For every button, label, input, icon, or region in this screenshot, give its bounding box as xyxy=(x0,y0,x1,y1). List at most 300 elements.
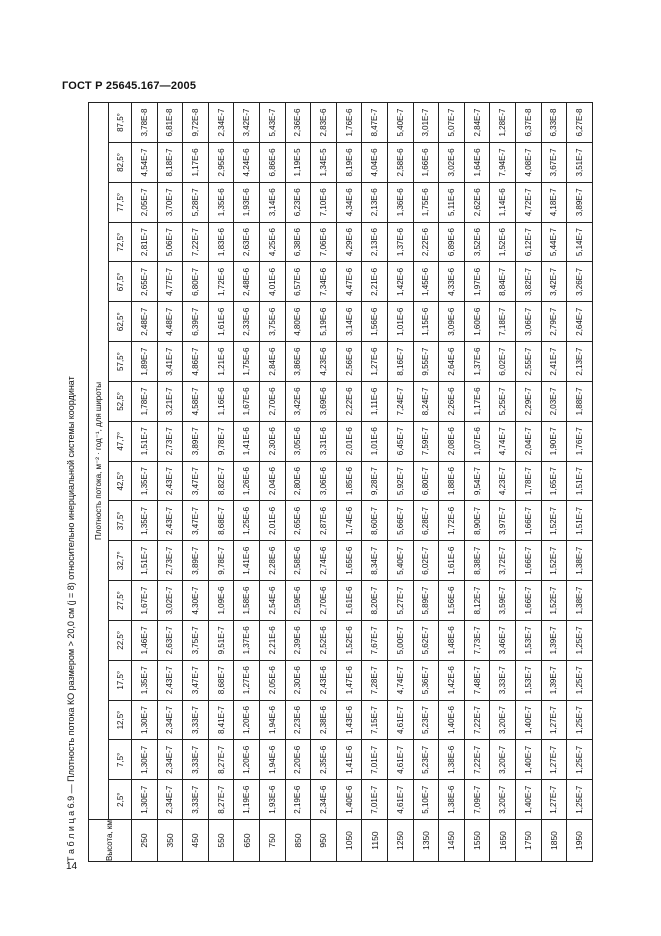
altitude-cell: 850 xyxy=(285,820,311,862)
flux-value-cell: 3,31E-6 xyxy=(311,421,337,461)
flux-value-cell: 7,09E-7 xyxy=(464,780,490,820)
flux-value-cell: 3,33E-7 xyxy=(183,700,209,740)
flux-value-cell: 3,42E-6 xyxy=(285,381,311,421)
flux-value-cell: 1,28E-7 xyxy=(490,103,516,143)
table-row xyxy=(132,103,158,862)
flux-value-cell: 7,10E-6 xyxy=(311,182,337,222)
flux-value-cell: 8,27E-7 xyxy=(208,740,234,780)
flux-value-cell: 3,02E-6 xyxy=(439,143,465,183)
table-row xyxy=(490,103,516,862)
flux-value-cell: 2,95E-6 xyxy=(208,143,234,183)
flux-value-cell: 1,38E-6 xyxy=(439,780,465,820)
flux-value-cell: 2,87E-6 xyxy=(311,501,337,541)
flux-value-cell: 1,39E-7 xyxy=(541,660,567,700)
flux-value-cell: 2,13E-6 xyxy=(362,182,388,222)
flux-value-cell: 7,34E-6 xyxy=(311,262,337,302)
latitude-header-cell: 27,5° xyxy=(109,581,132,621)
flux-value-cell: 4,47E-6 xyxy=(336,262,362,302)
flux-value-cell: 3,46E-7 xyxy=(490,620,516,660)
flux-value-cell: 2,34E-7 xyxy=(208,103,234,143)
flux-value-cell: 3,59E-7 xyxy=(490,581,516,621)
flux-value-cell: 6,12E-7 xyxy=(515,222,541,262)
flux-value-cell: 4,23E-6 xyxy=(311,342,337,382)
flux-value-cell: 1,75E-6 xyxy=(413,182,439,222)
flux-value-cell: 1,41E-6 xyxy=(234,421,260,461)
flux-value-cell: 1,37E-6 xyxy=(464,342,490,382)
flux-value-cell: 2,35E-6 xyxy=(311,740,337,780)
flux-value-cell: 2,41E-7 xyxy=(541,342,567,382)
flux-value-cell: 3,14E-6 xyxy=(336,302,362,342)
flux-value-cell: 7,01E-7 xyxy=(362,780,388,820)
flux-value-cell: 6,39E-7 xyxy=(183,302,209,342)
flux-value-cell: 3,72E-7 xyxy=(490,541,516,581)
altitude-cell: 1650 xyxy=(490,820,516,862)
flux-value-cell: 8,34E-7 xyxy=(362,541,388,581)
flux-value-cell: 4,80E-6 xyxy=(285,302,311,342)
flux-value-cell: 1,19E-6 xyxy=(234,780,260,820)
flux-value-cell: 3,26E-7 xyxy=(567,262,593,302)
flux-value-cell: 1,61E-6 xyxy=(208,302,234,342)
flux-value-cell: 1,89E-7 xyxy=(132,342,158,382)
flux-value-cell: 2,70E-6 xyxy=(311,581,337,621)
flux-value-cell: 6,45E-7 xyxy=(387,421,413,461)
flux-value-cell: 2,04E-6 xyxy=(259,461,285,501)
flux-value-cell: 1,43E-6 xyxy=(336,700,362,740)
flux-value-cell: 2,34E-6 xyxy=(311,780,337,820)
flux-value-cell: 1,56E-6 xyxy=(362,302,388,342)
flux-value-cell: 5,23E-7 xyxy=(413,700,439,740)
flux-value-cell: 1,35E-7 xyxy=(132,501,158,541)
flux-value-cell: 1,52E-6 xyxy=(490,222,516,262)
table-row xyxy=(362,103,388,862)
table-row xyxy=(208,103,234,862)
latitude-header-cell: 82,5° xyxy=(109,143,132,183)
flux-value-cell: 2,65E-7 xyxy=(132,262,158,302)
flux-value-cell: 1,66E-7 xyxy=(515,581,541,621)
flux-value-cell: 4,61E-7 xyxy=(387,700,413,740)
flux-value-cell: 4,48E-7 xyxy=(157,302,183,342)
flux-value-cell: 1,48E-6 xyxy=(439,620,465,660)
flux-value-cell: 1,75E-6 xyxy=(234,342,260,382)
altitude-cell: 1250 xyxy=(387,820,413,862)
latitude-header-row xyxy=(109,103,132,862)
flux-value-cell: 1,35E-7 xyxy=(132,660,158,700)
flux-value-cell: 7,24E-7 xyxy=(387,381,413,421)
altitude-cell: 1550 xyxy=(464,820,490,862)
flux-value-cell: 7,22E-7 xyxy=(464,740,490,780)
flux-value-cell: 1,78E-7 xyxy=(515,461,541,501)
flux-value-cell: 9,78E-7 xyxy=(208,421,234,461)
flux-value-cell: 1,97E-6 xyxy=(464,262,490,302)
flux-value-cell: 1,41E-6 xyxy=(234,541,260,581)
flux-density-header: Плотность потока, м⁻² · год⁻¹, для широты xyxy=(89,103,109,820)
flux-value-cell: 8,24E-7 xyxy=(413,381,439,421)
flux-value-cell: 5,62E-7 xyxy=(413,620,439,660)
flux-value-cell: 1,52E-7 xyxy=(541,581,567,621)
flux-value-cell: 1,37E-6 xyxy=(234,620,260,660)
flux-value-cell: 1,47E-6 xyxy=(336,660,362,700)
flux-value-cell: 1,67E-6 xyxy=(234,381,260,421)
flux-value-cell: 1,61E-6 xyxy=(439,541,465,581)
flux-value-cell: 1,74E-6 xyxy=(336,501,362,541)
flux-value-cell: 3,06E-6 xyxy=(311,461,337,501)
flux-value-cell: 5,14E-7 xyxy=(567,222,593,262)
flux-value-cell: 5,66E-7 xyxy=(387,501,413,541)
table-row xyxy=(387,103,413,862)
flux-value-cell: 1,88E-7 xyxy=(567,381,593,421)
table-row xyxy=(234,103,260,862)
flux-value-cell: 9,54E-7 xyxy=(464,461,490,501)
latitude-header-cell: 42,5° xyxy=(109,461,132,501)
flux-value-cell: 1,25E-7 xyxy=(567,780,593,820)
flux-value-cell: 9,51E-7 xyxy=(208,620,234,660)
flux-value-cell: 4,61E-7 xyxy=(387,740,413,780)
flux-value-cell: 1,17E-6 xyxy=(464,381,490,421)
flux-value-cell: 1,76E-7 xyxy=(567,421,593,461)
flux-value-cell: 1,27E-6 xyxy=(234,660,260,700)
flux-value-cell: 8,18E-7 xyxy=(157,143,183,183)
flux-value-cell: 3,82E-7 xyxy=(515,262,541,302)
flux-value-cell: 1,36E-6 xyxy=(387,182,413,222)
altitude-cell: 250 xyxy=(132,820,158,862)
flux-value-cell: 5,23E-7 xyxy=(413,740,439,780)
flux-value-cell: 2,59E-6 xyxy=(285,581,311,621)
flux-value-cell: 4,74E-7 xyxy=(387,660,413,700)
flux-value-cell: 1,25E-7 xyxy=(567,700,593,740)
flux-value-cell: 5,10E-7 xyxy=(413,780,439,820)
flux-value-cell: 2,22E-6 xyxy=(336,381,362,421)
flux-value-cell: 3,75E-7 xyxy=(183,620,209,660)
flux-value-cell: 1,21E-6 xyxy=(208,342,234,382)
flux-value-cell: 2,04E-7 xyxy=(515,421,541,461)
flux-value-cell: 1,20E-6 xyxy=(234,700,260,740)
flux-value-cell: 6,02E-7 xyxy=(413,541,439,581)
flux-value-cell: 1,52E-7 xyxy=(541,501,567,541)
flux-value-cell: 1,16E-6 xyxy=(208,381,234,421)
flux-value-cell: 2,73E-7 xyxy=(157,421,183,461)
flux-value-cell: 2,43E-7 xyxy=(157,660,183,700)
flux-value-cell: 1,35E-7 xyxy=(132,461,158,501)
flux-value-cell: 4,33E-6 xyxy=(439,262,465,302)
flux-value-cell: 1,15E-6 xyxy=(413,302,439,342)
flux-value-cell: 2,34E-7 xyxy=(157,780,183,820)
flux-value-cell: 7,48E-7 xyxy=(464,660,490,700)
table-row xyxy=(567,103,593,862)
flux-value-cell: 1,61E-6 xyxy=(336,581,362,621)
flux-value-cell: 7,67E-7 xyxy=(362,620,388,660)
flux-value-cell: 1,72E-6 xyxy=(208,262,234,302)
flux-value-cell: 1,40E-6 xyxy=(439,700,465,740)
flux-value-cell: 1,76E-6 xyxy=(336,103,362,143)
flux-value-cell: 5,19E-6 xyxy=(311,302,337,342)
flux-value-cell: 4,25E-6 xyxy=(259,222,285,262)
flux-value-cell: 1,67E-7 xyxy=(132,581,158,621)
flux-value-cell: 1,07E-6 xyxy=(464,421,490,461)
flux-value-cell: 2,63E-6 xyxy=(234,222,260,262)
flux-value-cell: 2,26E-6 xyxy=(439,381,465,421)
table-container xyxy=(88,102,593,862)
flux-value-cell: 1,30E-7 xyxy=(132,740,158,780)
flux-value-cell: 1,40E-7 xyxy=(515,780,541,820)
flux-value-cell: 2,30E-6 xyxy=(259,421,285,461)
flux-value-cell: 7,06E-6 xyxy=(311,222,337,262)
altitude-cell: 1850 xyxy=(541,820,567,862)
flux-density-table xyxy=(88,102,593,862)
flux-value-cell: 1,78E-7 xyxy=(132,381,158,421)
flux-value-cell: 2,52E-6 xyxy=(311,620,337,660)
flux-value-cell: 4,01E-6 xyxy=(259,262,285,302)
flux-value-cell: 1,66E-7 xyxy=(515,501,541,541)
flux-value-cell: 3,42E-7 xyxy=(541,262,567,302)
flux-value-cell: 2,05E-6 xyxy=(259,660,285,700)
flux-value-cell: 3,47E-7 xyxy=(183,660,209,700)
altitude-header: Высота, км xyxy=(89,820,132,862)
rotated-table-area xyxy=(66,102,626,862)
latitude-header-cell: 2,5° xyxy=(109,780,132,820)
flux-value-cell: 4,29E-6 xyxy=(336,222,362,262)
flux-value-cell: 1,60E-6 xyxy=(464,302,490,342)
flux-value-cell: 6,89E-6 xyxy=(439,222,465,262)
flux-value-cell: 2,08E-6 xyxy=(439,421,465,461)
flux-value-cell: 1,27E-6 xyxy=(362,342,388,382)
altitude-cell: 350 xyxy=(157,820,183,862)
flux-value-cell: 2,30E-6 xyxy=(285,660,311,700)
flux-value-cell: 2,56E-6 xyxy=(336,342,362,382)
flux-value-cell: 5,40E-7 xyxy=(387,103,413,143)
flux-value-cell: 1,53E-7 xyxy=(515,620,541,660)
flux-value-cell: 7,59E-7 xyxy=(413,421,439,461)
flux-value-cell: 1,25E-6 xyxy=(234,501,260,541)
flux-value-cell: 8,19E-6 xyxy=(336,143,362,183)
latitude-header-cell: 12,5° xyxy=(109,700,132,740)
table-row xyxy=(259,103,285,862)
flux-value-cell: 3,20E-7 xyxy=(490,780,516,820)
flux-value-cell: 2,34E-7 xyxy=(157,700,183,740)
flux-value-cell: 2,21E-6 xyxy=(259,620,285,660)
flux-value-cell: 2,13E-6 xyxy=(362,222,388,262)
flux-value-cell: 2,58E-6 xyxy=(387,143,413,183)
flux-value-cell: 7,73E-7 xyxy=(464,620,490,660)
flux-value-cell: 8,47E-7 xyxy=(362,103,388,143)
flux-value-cell: 2,79E-7 xyxy=(541,302,567,342)
flux-value-cell: 4,23E-7 xyxy=(490,461,516,501)
flux-value-cell: 2,48E-6 xyxy=(234,262,260,302)
table-row xyxy=(157,103,183,862)
flux-value-cell: 3,20E-7 xyxy=(490,700,516,740)
flux-value-cell: 4,54E-7 xyxy=(132,143,158,183)
flux-value-cell: 1,27E-7 xyxy=(541,700,567,740)
flux-value-cell: 5,27E-7 xyxy=(387,581,413,621)
altitude-cell: 1450 xyxy=(439,820,465,862)
flux-value-cell: 3,05E-6 xyxy=(285,421,311,461)
flux-value-cell: 2,28E-6 xyxy=(259,541,285,581)
flux-value-cell: 1,39E-7 xyxy=(541,620,567,660)
flux-value-cell: 3,89E-7 xyxy=(183,421,209,461)
flux-value-cell: 2,64E-6 xyxy=(439,342,465,382)
flux-value-cell: 1,51E-7 xyxy=(567,501,593,541)
flux-value-cell: 1,45E-6 xyxy=(413,262,439,302)
flux-value-cell: 7,15E-7 xyxy=(362,700,388,740)
flux-value-cell: 4,08E-7 xyxy=(515,143,541,183)
flux-value-cell: 2,01E-6 xyxy=(336,421,362,461)
flux-value-cell: 3,33E-7 xyxy=(183,780,209,820)
flux-value-cell: 5,36E-7 xyxy=(413,660,439,700)
page-number: 14 xyxy=(66,861,78,872)
flux-value-cell: 4,30E-7 xyxy=(183,581,209,621)
flux-value-cell: 3,86E-6 xyxy=(285,342,311,382)
altitude-cell: 750 xyxy=(259,820,285,862)
flux-value-cell: 9,55E-7 xyxy=(413,342,439,382)
flux-value-cell: 1,14E-6 xyxy=(490,182,516,222)
flux-value-cell: 1,01E-6 xyxy=(362,421,388,461)
altitude-cell: 1150 xyxy=(362,820,388,862)
flux-value-cell: 2,03E-7 xyxy=(541,381,567,421)
altitude-cell: 1950 xyxy=(567,820,593,862)
flux-value-cell: 3,97E-7 xyxy=(490,501,516,541)
flux-value-cell: 8,16E-7 xyxy=(387,342,413,382)
altitude-cell: 1050 xyxy=(336,820,362,862)
flux-value-cell: 8,68E-7 xyxy=(208,501,234,541)
table-row xyxy=(515,103,541,862)
flux-value-cell: 4,18E-7 xyxy=(541,182,567,222)
flux-value-cell: 7,18E-7 xyxy=(490,302,516,342)
flux-value-cell: 5,25E-7 xyxy=(490,381,516,421)
altitude-cell: 1350 xyxy=(413,820,439,862)
flux-value-cell: 1,52E-7 xyxy=(541,541,567,581)
flux-value-cell: 2,36E-6 xyxy=(285,103,311,143)
altitude-cell: 1750 xyxy=(515,820,541,862)
latitude-header-cell: 72,5° xyxy=(109,222,132,262)
flux-value-cell: 2,33E-6 xyxy=(234,302,260,342)
flux-value-cell: 6,02E-7 xyxy=(490,342,516,382)
flux-value-cell: 1,26E-6 xyxy=(234,461,260,501)
flux-value-cell: 2,65E-6 xyxy=(285,501,311,541)
flux-value-cell: 1,42E-6 xyxy=(387,262,413,302)
flux-value-cell: 1,90E-7 xyxy=(541,421,567,461)
flux-value-cell: 2,81E-7 xyxy=(132,222,158,262)
flux-value-cell: 4,58E-7 xyxy=(183,381,209,421)
flux-value-cell: 6,23E-6 xyxy=(285,182,311,222)
flux-value-cell: 1,58E-6 xyxy=(234,581,260,621)
latitude-header-cell: 17,5° xyxy=(109,660,132,700)
document-header: ГОСТ Р 25645.167—2005 xyxy=(62,80,197,92)
flux-value-cell: 2,22E-6 xyxy=(413,222,439,262)
flux-value-cell: 2,20E-6 xyxy=(285,740,311,780)
flux-value-cell: 1,46E-7 xyxy=(132,620,158,660)
flux-value-cell: 1,65E-6 xyxy=(336,541,362,581)
table-row xyxy=(439,103,465,862)
flux-value-cell: 1,09E-6 xyxy=(208,581,234,621)
flux-value-cell: 4,72E-7 xyxy=(515,182,541,222)
flux-value-cell: 6,37E-8 xyxy=(515,103,541,143)
flux-value-cell: 2,48E-7 xyxy=(132,302,158,342)
flux-value-cell: 8,82E-7 xyxy=(208,461,234,501)
flux-value-cell: 6,33E-8 xyxy=(541,103,567,143)
flux-value-cell: 2,58E-6 xyxy=(285,541,311,581)
flux-value-cell: 2,39E-6 xyxy=(285,620,311,660)
flux-value-cell: 2,43E-7 xyxy=(157,501,183,541)
flux-value-cell: 3,69E-6 xyxy=(311,381,337,421)
flux-value-cell: 3,78E-8 xyxy=(132,103,158,143)
flux-value-cell: 2,62E-6 xyxy=(464,182,490,222)
flux-value-cell: 4,74E-7 xyxy=(490,421,516,461)
flux-value-cell: 2,83E-6 xyxy=(311,103,337,143)
flux-value-cell: 1,56E-6 xyxy=(439,581,465,621)
flux-value-cell: 7,01E-7 xyxy=(362,740,388,780)
latitude-header-cell: 77,5° xyxy=(109,182,132,222)
flux-value-cell: 3,89E-7 xyxy=(567,182,593,222)
flux-value-cell: 1,17E-6 xyxy=(183,143,209,183)
flux-value-cell: 3,33E-7 xyxy=(183,740,209,780)
flux-value-cell: 1,34E-5 xyxy=(311,143,337,183)
table-row xyxy=(413,103,439,862)
flux-value-cell: 3,42E-7 xyxy=(234,103,260,143)
flux-value-cell: 5,40E-7 xyxy=(387,541,413,581)
latitude-header-cell: 47,7° xyxy=(109,421,132,461)
flux-value-cell: 8,41E-7 xyxy=(208,700,234,740)
altitude-cell: 450 xyxy=(183,820,209,862)
flux-value-cell: 3,70E-7 xyxy=(157,182,183,222)
flux-value-cell: 3,47E-7 xyxy=(183,461,209,501)
flux-value-cell: 6,80E-7 xyxy=(413,461,439,501)
flux-value-cell: 2,80E-6 xyxy=(285,461,311,501)
flux-value-cell: 1,64E-6 xyxy=(464,143,490,183)
flux-value-cell: 2,13E-7 xyxy=(567,342,593,382)
flux-value-cell: 1,30E-7 xyxy=(132,780,158,820)
flux-value-cell: 3,14E-6 xyxy=(259,182,285,222)
flux-value-cell: 1,94E-6 xyxy=(259,700,285,740)
flux-value-cell: 6,38E-6 xyxy=(285,222,311,262)
flux-value-cell: 8,68E-7 xyxy=(208,660,234,700)
flux-value-cell: 3,47E-7 xyxy=(183,501,209,541)
latitude-header-cell: 22,5° xyxy=(109,620,132,660)
flux-value-cell: 2,23E-6 xyxy=(285,700,311,740)
flux-value-cell: 3,89E-7 xyxy=(183,541,209,581)
flux-value-cell: 1,30E-7 xyxy=(132,700,158,740)
flux-value-cell: 4,34E-6 xyxy=(336,182,362,222)
flux-value-cell: 2,84E-6 xyxy=(259,342,285,382)
flux-value-cell: 3,21E-7 xyxy=(157,381,183,421)
table-row xyxy=(183,103,209,862)
flux-value-cell: 4,77E-7 xyxy=(157,262,183,302)
table-row xyxy=(336,103,362,862)
flux-value-cell: 1,27E-7 xyxy=(541,780,567,820)
flux-value-cell: 5,28E-7 xyxy=(183,182,209,222)
flux-value-cell: 8,38E-7 xyxy=(464,541,490,581)
flux-value-cell: 2,55E-7 xyxy=(515,342,541,382)
flux-value-cell: 7,22E-7 xyxy=(183,222,209,262)
flux-value-cell: 1,11E-6 xyxy=(362,381,388,421)
flux-value-cell: 3,02E-7 xyxy=(157,581,183,621)
flux-value-cell: 1,93E-6 xyxy=(259,780,285,820)
latitude-header-cell: 67,5° xyxy=(109,262,132,302)
flux-value-cell: 2,74E-6 xyxy=(311,541,337,581)
table-row xyxy=(541,103,567,862)
flux-value-cell: 2,01E-6 xyxy=(259,501,285,541)
flux-value-cell: 1,20E-6 xyxy=(234,740,260,780)
flux-value-cell: 3,67E-7 xyxy=(541,143,567,183)
flux-value-cell: 1,25E-7 xyxy=(567,740,593,780)
flux-value-cell: 4,61E-7 xyxy=(387,780,413,820)
flux-value-cell: 1,51E-7 xyxy=(132,421,158,461)
flux-value-cell: 3,01E-7 xyxy=(413,103,439,143)
flux-value-cell: 2,19E-6 xyxy=(285,780,311,820)
flux-value-cell: 4,24E-6 xyxy=(234,143,260,183)
flux-value-cell: 1,35E-6 xyxy=(208,182,234,222)
flux-value-cell: 5,92E-7 xyxy=(387,461,413,501)
flux-value-cell: 2,64E-7 xyxy=(567,302,593,342)
flux-value-cell: 5,43E-7 xyxy=(259,103,285,143)
